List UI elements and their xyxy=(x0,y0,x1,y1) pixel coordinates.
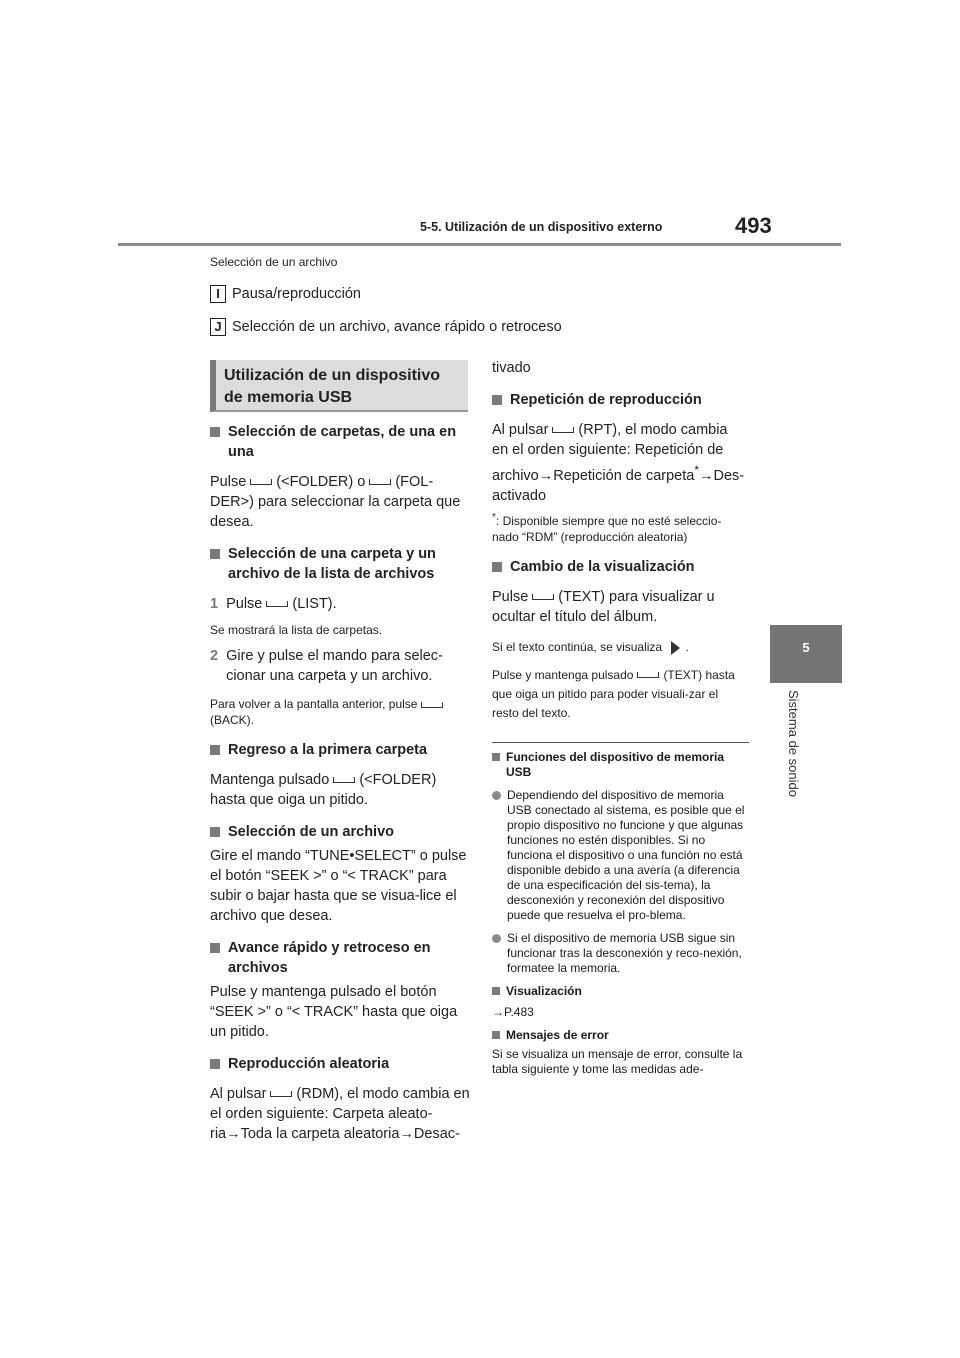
circle-bullet-icon xyxy=(492,934,501,943)
key-item-j-text: Selección de un archivo, avance rápido o retroceso xyxy=(232,319,562,335)
footnote: *: Disponible siempre que no esté seleccio-nado “RDM” (reproducción aleatoria) xyxy=(492,511,722,544)
key-item-i xyxy=(210,285,361,303)
heading-folders: Selección de carpetas, de una en una xyxy=(210,422,470,462)
square-bullet-icon xyxy=(210,1059,220,1069)
chapter-title: Sistema de sonido xyxy=(786,690,801,797)
note-continue: Si el texto continúa, se visualiza . xyxy=(492,639,689,654)
circle-bullet-icon xyxy=(492,791,501,800)
callout-letter-i: I xyxy=(210,285,226,303)
para-select-file: Gire el mando “TUNE•SELECT” o pulse el botón “SEEK >” o “< TRACK” para subir o bajar hasta que se visua-lice el archivo que desea. xyxy=(210,848,467,924)
left-column xyxy=(210,422,470,1144)
info-section xyxy=(492,750,749,1077)
heading-list: Selección de una carpeta y un archivo de la lista de archivos xyxy=(210,544,470,584)
heading-first-folder: Regreso a la primera carpeta xyxy=(210,740,470,760)
square-bullet-icon xyxy=(210,943,220,953)
square-bullet-icon xyxy=(492,753,500,761)
square-bullet-icon xyxy=(210,827,220,837)
back-note: Para volver a la pantalla anterior, pulse (BACK). xyxy=(210,696,470,728)
step-1-note: Se mostrará la lista de carpetas. xyxy=(210,623,383,637)
para-repeat: Al pulsar (RPT), el modo cambia en el orden siguiente: Repetición de archivo→Repetición de carpeta*→Des- activado xyxy=(492,422,745,504)
button-icon xyxy=(250,479,272,485)
play-arrow-icon xyxy=(669,640,681,656)
para-first-folder: Mantenga pulsado (<FOLDER) hasta que oiga un pitido. xyxy=(210,772,437,808)
para-folders: Pulse (<FOLDER) o (FOL- DER>) para seleccionar la carpeta que desea. xyxy=(210,474,461,530)
figure-caption: Selección de un archivo xyxy=(210,255,338,269)
para-random-cont: tivado xyxy=(492,360,531,376)
heading-select-file: Selección de un archivo xyxy=(210,822,470,842)
heading-fast-forward: Avance rápido y retroceso en archivos xyxy=(210,938,470,978)
button-icon xyxy=(532,594,554,600)
button-icon xyxy=(369,479,391,485)
note-hold: Pulse y mantenga pulsado (TEXT) hasta que oiga un pitido para poder visuali-zar el resto del texto. xyxy=(492,667,735,720)
heading-visualizacion: Visualización xyxy=(492,984,749,999)
section-box-title: Utilización de un dispositivo de memoria USB xyxy=(210,360,468,412)
step-2: 2 Gire y pulse el mando para selec-cionar una carpeta y un archivo. xyxy=(210,648,443,684)
square-bullet-icon xyxy=(492,1031,500,1039)
button-icon xyxy=(552,427,574,433)
callout-letter-j: J xyxy=(210,318,226,336)
chapter-number: 5 xyxy=(802,640,810,655)
heading-usb-functions: Funciones del dispositivo de memoria USB xyxy=(492,750,749,780)
button-icon xyxy=(637,672,659,678)
button-icon xyxy=(266,601,288,607)
heading-error-messages: Mensajes de error xyxy=(492,1028,749,1043)
square-bullet-icon xyxy=(492,395,502,405)
bullet-2: Si el dispositivo de memoria USB sigue sin funcionar tras la desconexión y reco-nexión, formatee la memoria. xyxy=(492,931,749,976)
bullet-1: Dependiendo del dispositivo de memoria USB conectado al sistema, es posible que el propio dispositivo no funcione y que algunas funciones no estén disponibles. Si no funciona el dispositivo o una función no está disponible debido a una avería (a diferencia de una especificación del sis-tema), la desconexión y reconexión del dispositivo puede que resuelva el pro-blema. xyxy=(492,788,749,923)
right-column xyxy=(492,358,747,723)
section-rule xyxy=(492,742,749,743)
heading-display: Cambio de la visualización xyxy=(492,557,747,577)
button-icon xyxy=(270,1091,292,1097)
key-item-j xyxy=(210,318,562,336)
key-item-i-text: Pausa/reproducción xyxy=(232,286,361,302)
square-bullet-icon xyxy=(210,549,220,559)
square-bullet-icon xyxy=(210,745,220,755)
button-icon xyxy=(333,777,355,783)
step-1: 1 Pulse (LIST). xyxy=(210,596,337,612)
para-fast-forward: Pulse y mantenga pulsado el botón “SEEK >” o “< TRACK” hasta que oiga un pitido. xyxy=(210,984,458,1040)
para-random: Al pulsar (RDM), el modo cambia en el orden siguiente: Carpeta aleato-ria→Toda la carpeta aleatoria→Desac- xyxy=(210,1086,470,1142)
button-icon xyxy=(421,702,443,708)
reference-link[interactable]: →P.483 xyxy=(492,1005,534,1019)
section-title: 5-5. Utilización de un dispositivo externo xyxy=(420,220,663,234)
square-bullet-icon xyxy=(492,562,502,572)
square-bullet-icon xyxy=(492,987,500,995)
header-rule xyxy=(118,243,841,246)
page-number: 493 xyxy=(735,213,772,238)
heading-random: Reproducción aleatoria xyxy=(210,1054,470,1074)
heading-repeat: Repetición de reproducción xyxy=(492,390,747,410)
para-display: Pulse (TEXT) para visualizar u ocultar el título del álbum. xyxy=(492,588,715,625)
para-error-messages: Si se visualiza un mensaje de error, consulte la tabla siguiente y tome las medidas ade- xyxy=(492,1047,743,1076)
square-bullet-icon xyxy=(210,427,220,437)
